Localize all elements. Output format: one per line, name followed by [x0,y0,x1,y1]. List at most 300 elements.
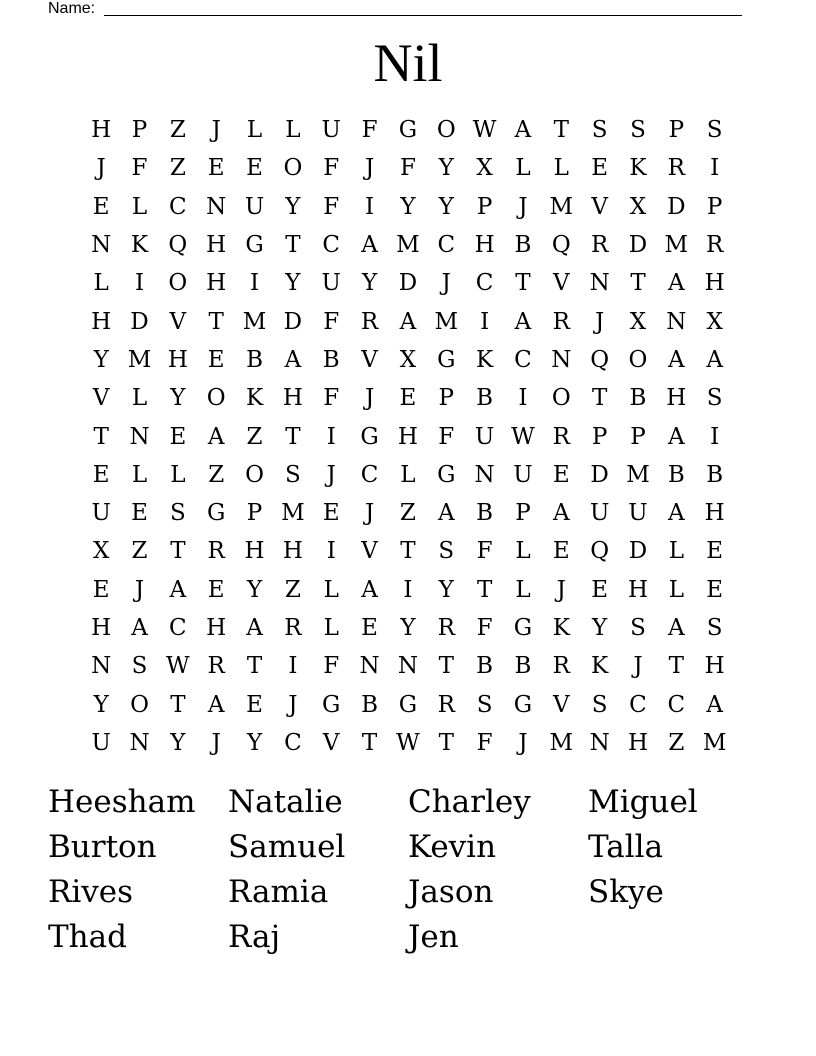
grid-letter: F [476,538,493,565]
grid-letter: I [250,270,260,297]
grid-letter: H [704,653,725,680]
grid-letter: E [591,155,609,182]
grid-letter: R [207,653,225,680]
grid-letter: J [595,308,605,335]
grid-letter: Y [285,193,301,220]
grid-letter: Q [590,538,610,565]
grid-letter: Y [438,576,454,603]
grid-letter: E [591,576,609,603]
grid-letter: U [91,729,111,756]
grid-letter: B [246,346,263,373]
grid-letter: E [361,615,378,641]
grid-letter: F [323,155,340,182]
grid-letter: I [326,423,336,450]
grid-letter: O [551,385,571,412]
grid-letter: U [91,500,111,527]
grid-letter: F [476,615,493,641]
grid-letter: B [514,653,532,680]
grid-letter: C [284,729,302,756]
grid-letter: R [706,232,724,259]
grid-letter: L [93,270,109,297]
grid-letter: B [476,653,494,680]
grid-letter: I [480,308,490,335]
grid-letter: F [361,117,378,144]
grid-letter: N [474,461,495,488]
grid-letter: V [92,385,110,412]
grid-letter: H [244,538,265,565]
grid-letter: N [589,270,610,297]
grid-letter: E [207,576,225,603]
grid-row [82,149,734,187]
grid-letter: J [364,500,375,527]
grid-letter: A [169,576,187,603]
grid-letter: J [518,193,528,220]
grid-letter: V [361,346,378,373]
grid-letter: Z [284,576,301,603]
name-label: Name: [48,0,96,17]
grid-letter: N [206,193,227,220]
grid-letter: E [552,538,570,565]
grid-letter: R [284,615,302,641]
grid-letter: P [668,117,685,144]
grid-letter: K [476,346,494,373]
grid-letter: H [666,385,687,412]
grid-letter: K [245,385,264,412]
grid-letter: F [323,385,340,412]
grid-letter: X [476,155,493,182]
grid-letter: M [434,308,459,335]
grid-letter: L [668,538,684,565]
grid-letter: N [551,346,572,373]
grid-letter: N [359,653,380,680]
grid-letter: H [167,346,188,373]
grid-letter: M [702,729,727,756]
grid-letter: H [91,308,112,335]
grid-letter: E [169,423,187,450]
grid-letter: B [476,385,494,412]
grid-letter: N [91,232,112,259]
grid-letter: T [400,538,416,565]
grid-letter: J [364,155,375,182]
grid-letter: A [437,500,455,527]
grid-letter: J [441,270,451,297]
grid-letter: Y [170,385,186,412]
word-list-item: Talla [588,829,664,865]
grid-letter: M [242,308,267,335]
grid-letter: J [633,653,643,680]
grid-letter: R [667,155,685,182]
grid-letter: I [403,576,413,603]
grid-letter: H [206,270,227,297]
grid-row [82,571,734,609]
grid-letter: H [282,538,303,565]
grid-letter: Y [170,729,186,756]
grid-letter: G [513,691,533,718]
grid-letter: A [668,270,685,297]
grid-letter: O [436,117,456,144]
grid-letter: R [207,538,225,565]
grid-letter: S [630,615,646,641]
grid-letter: A [207,423,225,450]
grid-letter: F [131,155,148,182]
grid-letter: M [281,500,305,527]
grid-letter: D [283,308,303,335]
grid-letter: J [556,576,566,603]
grid-letter: E [92,461,110,488]
grid-letter: K [130,232,149,259]
grid-letter: S [706,385,723,412]
grid-letter: U [244,193,265,220]
grid-letter: J [364,385,375,412]
grid-letter: W [472,117,497,144]
grid-letter: A [552,500,570,527]
grid-row [82,302,734,340]
grid-letter: F [399,155,416,182]
grid-letter: Y [246,729,263,756]
grid-letter: L [131,385,148,412]
grid-letter: T [553,117,569,144]
grid-letter: T [438,729,454,756]
grid-letter: Y [400,615,416,641]
grid-letter: W [166,653,190,680]
word-list-item: Samuel [228,829,346,865]
grid-letter: Y [361,270,378,297]
grid-letter: C [169,193,187,220]
grid-letter: B [361,691,379,718]
grid-letter: A [131,615,148,641]
grid-letter: J [518,729,528,756]
grid-row [82,111,734,149]
grid-letter: Y [438,155,454,182]
grid-row [82,417,734,455]
word-list-item: Ramia [228,874,329,910]
grid-letter: V [361,538,378,565]
grid-letter: A [246,615,263,641]
grid-letter: M [127,346,152,373]
grid-letter: G [207,500,226,527]
grid-letter: R [437,691,455,718]
grid-letter: A [668,615,685,641]
grid-letter: L [515,576,531,603]
grid-letter: Z [246,423,263,450]
grid-row [82,456,734,494]
grid-letter: L [400,461,416,488]
word-list-item: Charley [408,784,531,820]
grid-letter: K [591,653,609,680]
grid-letter: A [399,308,417,335]
grid-letter: B [629,385,647,412]
grid-letter: E [322,500,340,527]
grid-letter: X [629,193,647,220]
grid-letter: H [91,117,112,144]
grid-letter: N [91,653,112,680]
grid-letter: S [131,653,148,680]
grid-letter: C [360,461,379,488]
grid-letter: C [437,232,456,259]
grid-letter: R [552,308,570,335]
grid-letter: I [134,270,145,297]
grid-letter: G [245,232,264,259]
grid-letter: P [706,193,723,220]
grid-letter: R [437,615,455,641]
grid-letter: O [283,155,303,182]
grid-letter: A [284,346,302,373]
grid-letter: R [590,232,609,259]
grid-letter: S [438,538,455,565]
grid-letter: E [706,538,724,565]
grid-letter: L [323,615,339,641]
grid-letter: A [668,423,685,450]
grid-letter: Y [592,615,608,641]
grid-letter: H [474,232,495,259]
grid-letter: X [629,308,647,335]
grid-letter: C [667,691,686,718]
grid-letter: E [207,346,225,373]
grid-letter: Z [208,461,225,488]
grid-letter: N [666,308,687,335]
grid-letter: T [438,653,454,680]
grid-letter: T [93,423,109,450]
grid-letter: S [630,117,646,144]
grid-letter: B [667,461,685,488]
grid-letter: E [246,691,263,718]
grid-letter: E [706,576,724,603]
grid-letter: H [91,615,112,641]
grid-letter: H [704,270,725,297]
grid-row [82,264,734,302]
grid-row [82,532,734,570]
grid-letter: X [92,538,110,565]
grid-letter: T [591,385,608,412]
grid-letter: A [514,117,532,144]
grid-letter: C [514,346,532,373]
grid-letter: G [322,691,341,718]
grid-letter: A [514,308,532,335]
grid-letter: T [630,270,646,297]
grid-letter: S [591,691,608,718]
grid-letter: E [246,155,263,182]
grid-letter: C [169,615,187,641]
grid-letter: L [323,576,339,603]
grid-row [82,609,734,647]
grid-letter: K [552,615,570,641]
grid-letter: Y [93,346,109,373]
grid-letter: M [664,232,689,259]
grid-letter: E [92,576,110,603]
grid-letter: I [710,155,720,182]
grid-letter: P [246,500,263,527]
grid-letter: L [131,193,148,220]
grid-letter: O [628,346,648,373]
grid-letter: A [706,346,723,373]
grid-row [82,341,734,379]
grid-letter: I [710,423,720,450]
grid-letter: Z [169,155,186,182]
grid-letter: T [246,653,263,680]
grid-letter: J [134,576,145,603]
grid-letter: D [628,232,648,259]
grid-letter: Y [438,193,454,220]
grid-letter: W [511,423,535,450]
grid-letter: M [626,461,650,488]
name-underline [104,15,742,16]
grid-row [82,685,734,723]
grid-letter: Z [668,729,685,756]
grid-letter: O [130,691,149,718]
grid-letter: U [513,461,533,488]
grid-letter: A [361,232,378,259]
grid-letter: W [396,729,420,756]
grid-letter: V [591,193,608,220]
grid-letter: B [706,461,724,488]
grid-letter: L [131,461,148,488]
grid-letter: H [206,615,227,641]
grid-letter: U [589,500,610,527]
grid-letter: I [365,193,375,220]
grid-letter: R [360,308,379,335]
grid-row [82,226,734,264]
word-list-item: Thad [48,919,127,955]
grid-letter: K [629,155,647,182]
word-list-item: Heesham [48,784,196,820]
grid-letter: G [437,346,456,373]
grid-letter: A [361,576,378,603]
grid-letter: E [207,155,225,182]
grid-letter: I [518,385,528,412]
grid-letter: Y [400,193,416,220]
grid-letter: L [170,461,186,488]
grid-letter: N [129,729,150,756]
grid-letter: O [168,270,188,297]
word-list-item: Jason [408,874,494,910]
grid-letter: R [552,653,570,680]
word-list-item: Raj [228,919,281,955]
grid-letter: L [553,155,569,182]
grid-letter: L [668,576,684,603]
grid-letter: T [285,232,301,259]
grid-letter: B [476,500,494,527]
grid-row [82,379,734,417]
grid-letter: L [515,538,531,565]
grid-letter: A [706,691,723,718]
word-list-item: Natalie [228,784,343,820]
grid-letter: A [207,691,225,718]
grid-letter: U [474,423,495,450]
grid-letter: J [211,117,221,144]
grid-letter: O [245,461,264,488]
grid-letter: D [628,538,648,565]
page-title: Nil [373,33,443,93]
grid-letter: U [321,117,341,144]
grid-letter: X [399,346,417,373]
grid-letter: V [169,308,187,335]
grid-letter: H [704,500,725,527]
grid-letter: E [552,461,570,488]
grid-letter: G [398,691,418,718]
grid-letter: Q [551,232,571,259]
word-list-item: Burton [48,829,157,865]
grid-letter: V [552,691,570,718]
grid-row [82,724,734,762]
word-list-item: Miguel [588,784,698,820]
grid-letter: J [211,729,221,756]
grid-letter: P [591,423,608,450]
grid-letter: S [706,615,723,641]
grid-letter: T [285,423,301,450]
grid-letter: Y [93,691,109,718]
grid-letter: N [397,653,418,680]
grid-letter: S [476,691,493,718]
grid-letter: F [323,193,340,220]
grid-letter: C [629,691,647,718]
grid-letter: N [589,729,610,756]
grid-letter: F [476,729,493,756]
grid-letter: B [514,232,532,259]
grid-letter: H [627,576,649,603]
word-list-item: Rives [48,874,134,910]
grid-letter: U [321,270,341,297]
grid-letter: D [667,193,686,220]
grid-letter: G [398,117,418,144]
grid-letter: B [322,346,340,373]
grid-letter: A [668,500,685,527]
grid-letter: C [322,232,341,259]
grid-letter: M [396,232,420,259]
grid-letter: Q [590,346,610,373]
grid-letter: Z [399,500,416,527]
grid-letter: P [515,500,531,527]
grid-letter: D [130,308,149,335]
word-list [48,780,768,960]
grid-letter: J [288,691,298,718]
grid-letter: A [668,346,685,373]
grid-letter: C [475,270,494,297]
grid-row [82,494,734,532]
grid-letter: U [628,500,648,527]
grid-letter: M [549,729,574,756]
grid-letter: T [170,691,186,718]
grid-letter: I [326,538,336,565]
grid-letter: J [96,155,106,182]
grid-letter: F [323,653,340,680]
word-list-item: Kevin [408,829,497,865]
grid-letter: Y [285,270,301,297]
grid-letter: N [129,423,150,450]
grid-letter: X [706,308,723,335]
grid-letter: H [627,729,649,756]
grid-letter: R [552,423,570,450]
grid-letter: L [515,155,531,182]
grid-letter: E [131,500,148,527]
grid-letter: T [515,270,531,297]
grid-letter: P [630,423,646,450]
grid-letter: V [552,270,570,297]
grid-letter: O [206,385,226,412]
grid-letter: T [170,538,186,565]
letter-grid [82,111,734,762]
grid-letter: S [285,461,301,488]
grid-letter: F [438,423,455,450]
grid-letter: P [438,385,454,412]
grid-letter: T [476,576,493,603]
grid-letter: G [360,423,379,450]
grid-letter: L [246,117,263,144]
grid-letter: S [706,117,723,144]
grid-letter: E [399,385,417,412]
grid-letter: Z [131,538,148,565]
grid-letter: J [326,461,336,488]
grid-letter: G [437,461,456,488]
